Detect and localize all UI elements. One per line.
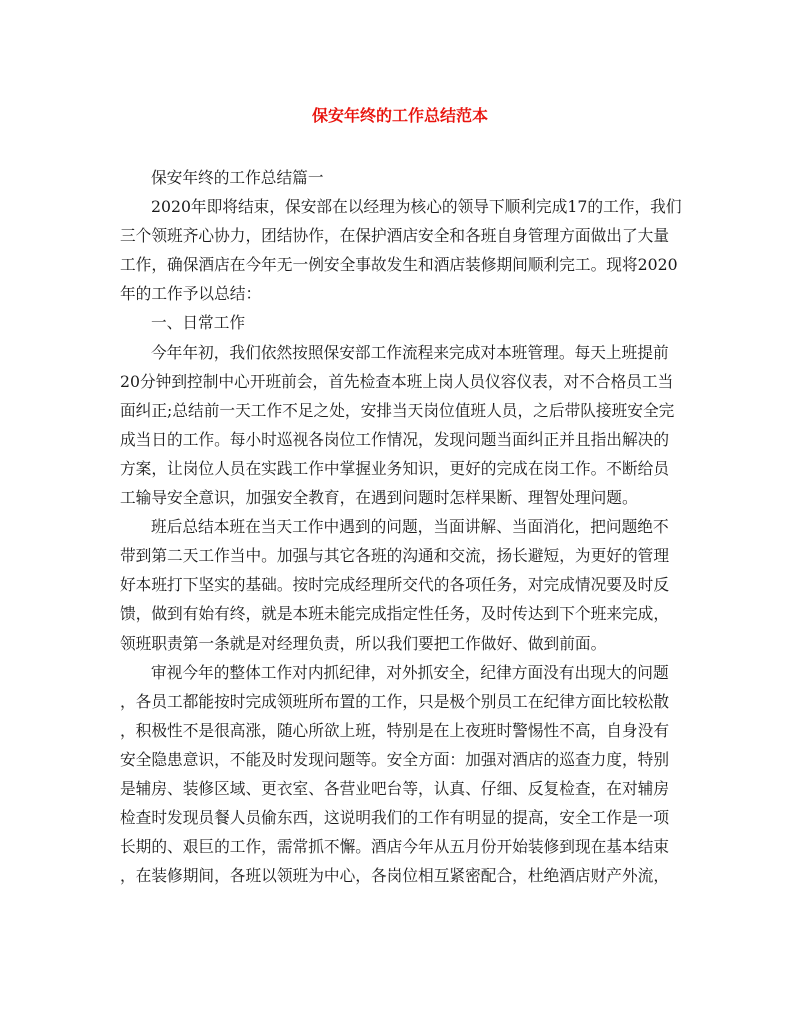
text-line: 一、日常工作 [151,313,246,333]
text-line: 是辅房、装修区域、更衣室、各营业吧台等，认真、仔细、反复检查，在对辅房 [120,778,670,798]
text-line: ，各员工都能按时完成领班所布置的工作，只是极个别员工在纪律方面比较松散 [120,691,670,711]
text-line: 馈，做到有始有终，就是本班未能完成指定性任务，及时传达到下个班来完成， [120,604,670,624]
text-line: 班后总结本班在当天工作中遇到的问题，当面讲解、当面消化，把问题绝不 [151,517,669,537]
text-line: 三个领班齐心协力，团结协作，在保护酒店安全和各班自身管理方面做出了大量 [120,226,670,246]
text-line: 2020年即将结束，保安部在以经理为核心的领导下顺利完成17的工作，我们 [151,197,682,217]
document-title: 保安年终的工作总结范本 [311,106,488,125]
text-line: 领班职责第一条就是对经理负责，所以我们要把工作做好、做到前面。 [120,633,607,653]
text-line: ，积极性不是很高涨，随心所欲上班，特别是在上夜班时警惕性不高，自身没有 [120,720,670,740]
text-line: 带到第二天工作当中。加强与其它各班的沟通和交流，扬长避短，为更好的管理 [120,546,670,566]
text-line: 方案，让岗位人员在实践工作中掌握业务知识，更好的完成在岗工作。不断给员 [120,458,670,478]
text-line: 工作，确保酒店在今年无一例安全事故发生和酒店装修期间顺利完工。现将2020 [120,255,678,275]
text-line: 检查时发现员餐人员偷东西，这说明我们的工作有明显的提高，安全工作是一项 [120,808,670,828]
text-line: 长期的、艰巨的工作，需常抓不懈。酒店今年从五月份开始装修到现在基本结束 [120,837,670,857]
text-line: 安全隐患意识，不能及时发现问题等。安全方面：加强对酒店的巡查力度，特别 [120,749,670,769]
text-line: 面纠正;总结前一天工作不足之处，安排当天岗位值班人员，之后带队接班安全完 [120,400,675,420]
text-line: 今年年初，我们依然按照保安部工作流程来完成对本班管理。每天上班提前 [151,342,669,362]
text-line: 20分钟到控制中心开班前会，首先检查本班上岗人员仪容仪表，对不合格员工当 [120,371,674,391]
text-line: ，在装修期间，各班以领班为中心，各岗位相互紧密配合，杜绝酒店财产外流， [120,866,670,886]
text-line: 年的工作予以总结： [120,284,262,304]
text-line: 审视今年的整体工作对内抓纪律，对外抓安全，纪律方面没有出现大的问题 [151,662,669,682]
text-line: 成当日的工作。每小时巡视各岗位工作情况，发现问题当面纠正并且指出解决的 [120,429,670,449]
text-line: 保安年终的工作总结篇一 [151,168,324,187]
text-line: 工输导安全意识，加强安全教育，在遇到问题时怎样果断、理智处理问题。 [120,488,638,508]
document-body [120,163,680,890]
text-line: 好本班打下坚实的基础。按时完成经理所交代的各项任务，对完成情况要及时反 [120,575,670,595]
